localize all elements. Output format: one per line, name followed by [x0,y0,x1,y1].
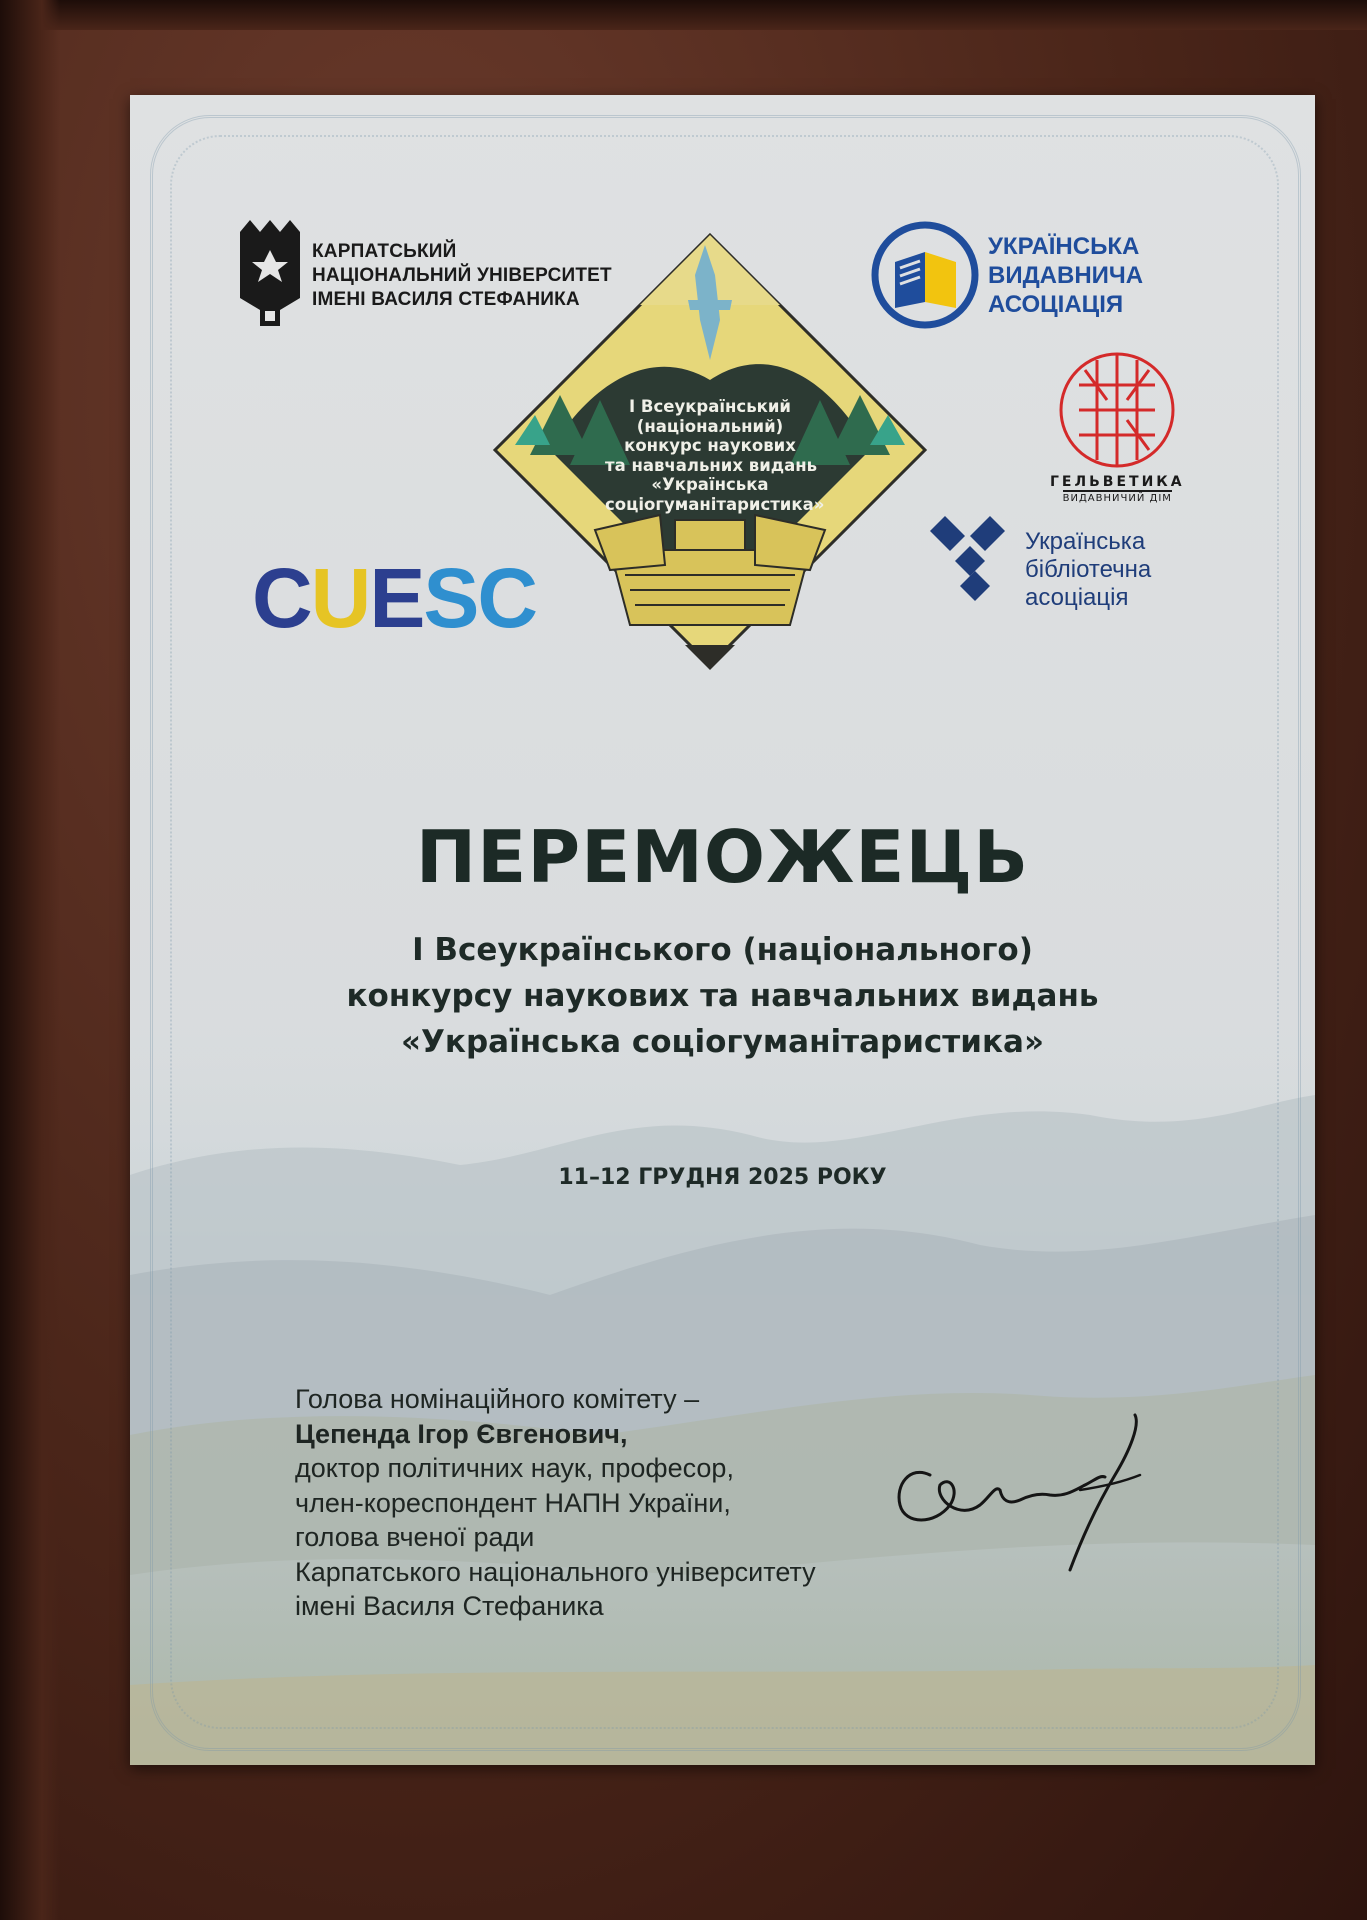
library-association-line-1: Українська [1025,528,1146,555]
emblem-line-3: конкурс наукових [624,436,796,455]
signer-detail-2: член-кореспондент НАПН України, [295,1487,731,1518]
cuesc-letter-c1: C [252,551,311,645]
emblem-line-6: соціогуманітаристика» [605,494,825,514]
event-date: 11–12 ГРУДНЯ 2025 РОКУ [558,1165,887,1190]
university-name-line-2: НАЦІОНАЛЬНИЙ УНІВЕРСИТЕТ [312,265,612,286]
plaque-top-edge [0,0,1367,30]
certificate-sheet [130,95,1315,1765]
emblem-line-5: «Українська [651,475,769,494]
subtitle-line-2: конкурсу наукових та навчальних видань [346,978,1099,1014]
certificate-title: ПЕРЕМОЖЕЦЬ [415,815,1030,899]
library-association-mark-icon [925,511,1025,611]
cuesc-letter-e: E [369,551,424,645]
subtitle-line-1: І Всеукраїнського (національного) [412,932,1033,968]
emblem-line-2: (національний) [636,416,784,436]
publishers-association-line-3: АСОЦІАЦІЯ [988,290,1124,318]
emblem-caption [605,397,825,514]
emblem-line-4: та навчальних видань [605,455,818,475]
signer-detail-5: імені Василя Стефаника [295,1591,604,1621]
cuesc-letter-u: U [310,551,370,645]
helvetica-publishing-logo [1050,350,1185,504]
handwritten-signature [890,1405,1165,1585]
helvetica-subtitle: ВИДАВНИЧИЙ ДІМ [1063,490,1172,504]
helvetica-name: ГЕЛЬВЕТИКА [1050,474,1185,490]
signer-block [295,1382,816,1624]
signer-name: Цепенда Ігор Євгенович, [295,1418,628,1449]
signer-role: Голова номінаційного комітету – [295,1384,700,1414]
library-association-logo [925,510,1151,612]
publishers-association-line-1: УКРАЇНСЬКА [988,232,1140,260]
publishers-association-line-2: ВИДАВНИЧА [988,261,1144,289]
cuesc-letter-s: S [423,551,478,645]
certificate-subtitle [130,927,1315,1065]
cuesc-letter-c2: C [477,551,537,645]
university-crest-icon [240,220,300,332]
university-name-line-3: ІМЕНІ ВАСИЛЯ СТЕФАНИКА [312,289,580,310]
library-association-line-2: бібліотечна [1025,556,1152,583]
helvetica-circle-mark-icon [1057,350,1177,470]
library-association-line-3: асоціація [1025,584,1129,611]
university-name-line-1: КАРПАТСЬКИЙ [312,241,457,262]
signer-detail-1: доктор політичних наук, професор, [295,1453,734,1483]
emblem-line-1: I Всеукраїнський [629,397,791,416]
plaque-left-edge [0,0,60,1920]
signer-detail-4: Карпатського національного університету [295,1556,816,1587]
signer-detail-3: голова вченої ради [295,1522,535,1552]
subtitle-line-3: «Українська соціогуманітаристика» [401,1024,1044,1060]
